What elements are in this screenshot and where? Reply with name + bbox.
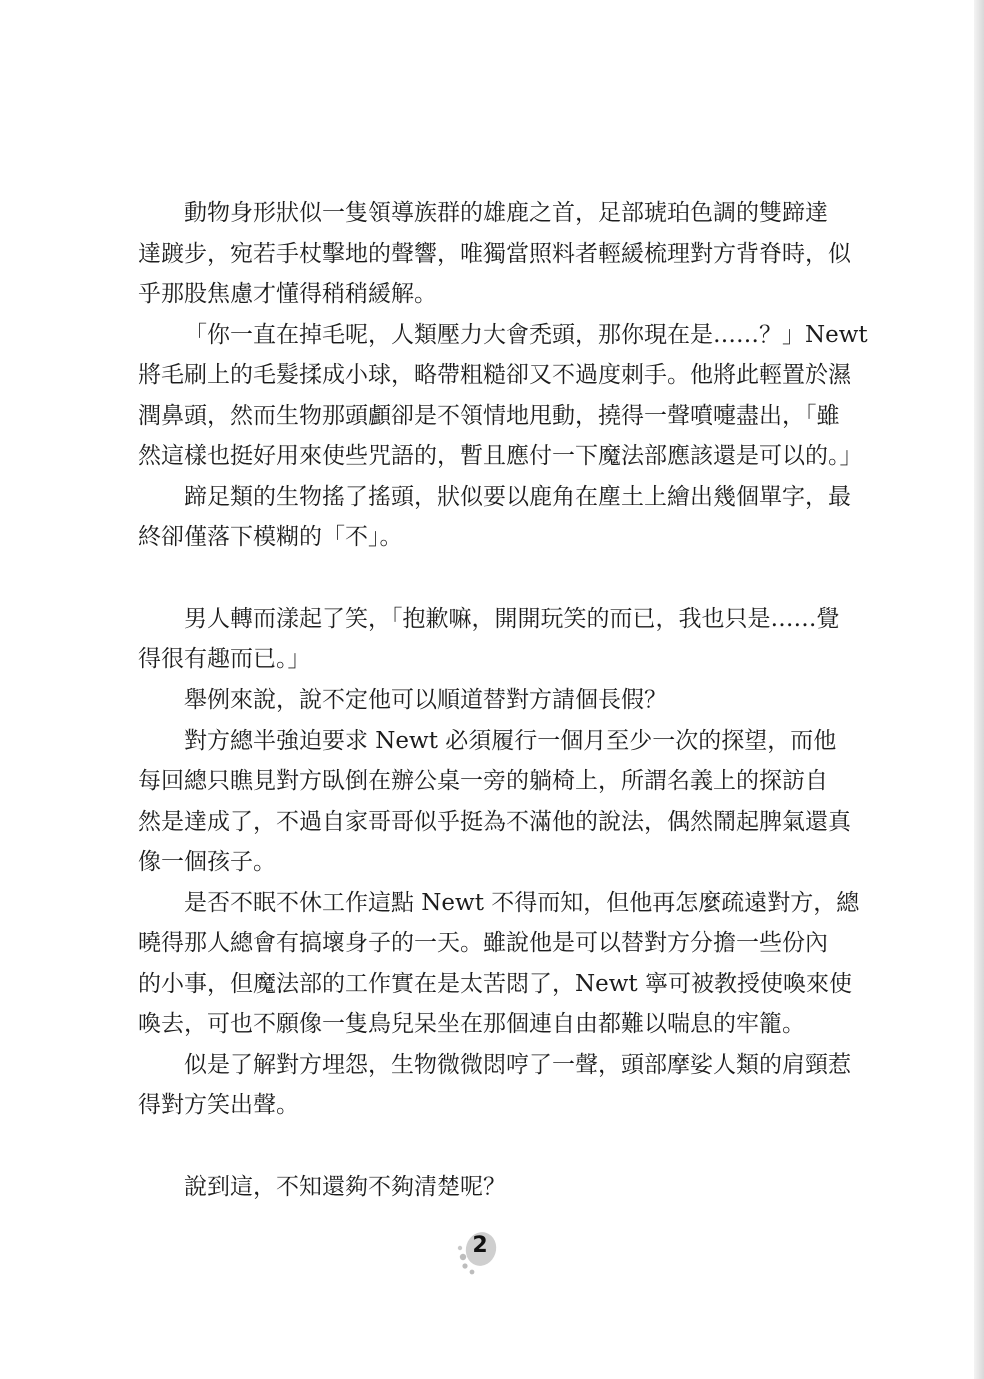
text-line: 乎那股焦慮才懂得稍稍緩解。 [138, 281, 437, 307]
text-line: 將毛刷上的毛髮揉成小球，略帶粗糙卻又不過度刺手。他將此輕置於濕 [138, 362, 851, 388]
text-line: 像一個孩子。 [138, 849, 276, 875]
text-line: 曉得那人總會有搞壞身子的一天。雖說他是可以替對方分擔一些份內 [138, 930, 828, 956]
text-line: 終卻僅落下模糊的「不」。 [138, 524, 403, 550]
text-line: 「你一直在掉毛呢，人類壓力大會禿頭，那你現在是……？」Newt [184, 322, 868, 348]
text-line: 似是了解對方埋怨，生物微微悶哼了一聲，頭部摩娑人類的肩頸惹 [184, 1052, 851, 1078]
text-line: 說到這，不知還夠不夠清楚呢？ [184, 1174, 506, 1200]
text-line: 動物身形狀似一隻領導族群的雄鹿之首，足部琥珀色調的雙蹄達 [184, 200, 828, 226]
text-line: 達踱步，宛若手杖擊地的聲響，唯獨當照料者輕緩梳理對方背脊時，似 [138, 241, 851, 267]
page-number: 2 [472, 1233, 488, 1258]
text-line: 潤鼻頭，然而生物那頭顱卻是不領情地甩動，撓得一聲噴嚏盡出，「雖 [138, 403, 840, 429]
page-number-badge [452, 1222, 508, 1278]
text-line: 男人轉而漾起了笑，「抱歉嘛，開開玩笑的而已，我也只是……覺 [184, 606, 840, 632]
text-line: 每回總只瞧見對方臥倒在辦公桌一旁的躺椅上，所謂名義上的探訪自 [138, 768, 828, 794]
text-line: 得很有趣而已。」 [138, 646, 311, 672]
text-line: 是否不眠不休工作這點 Newt 不得而知，但他再怎麼疏遠對方，總 [184, 890, 860, 916]
page-edge-shadow [974, 0, 984, 1379]
text-line: 的小事，但魔法部的工作實在是太苦悶了，Newt 寧可被教授使喚來使 [138, 971, 852, 997]
text-line: 然這樣也挺好用來使些咒語的，暫且應付一下魔法部應該還是可以的。」 [138, 443, 863, 469]
text-line: 舉例來說，說不定他可以順道替對方請個長假？ [184, 687, 667, 713]
text-line: 喚去，可也不願像一隻鳥兒呆坐在那個連自由都難以喘息的牢籠。 [138, 1011, 805, 1037]
text-line: 得對方笑出聲。 [138, 1092, 299, 1118]
text-line: 然是達成了，不過自家哥哥似乎挺為不滿他的說法，偶然鬧起脾氣還真 [138, 809, 851, 835]
text-line: 蹄足類的生物搖了搖頭，狀似要以鹿角在塵土上繪出幾個單字，最 [184, 484, 851, 510]
text-line: 對方總半強迫要求 Newt 必須履行一個月至少一次的探望，而他 [184, 728, 837, 754]
